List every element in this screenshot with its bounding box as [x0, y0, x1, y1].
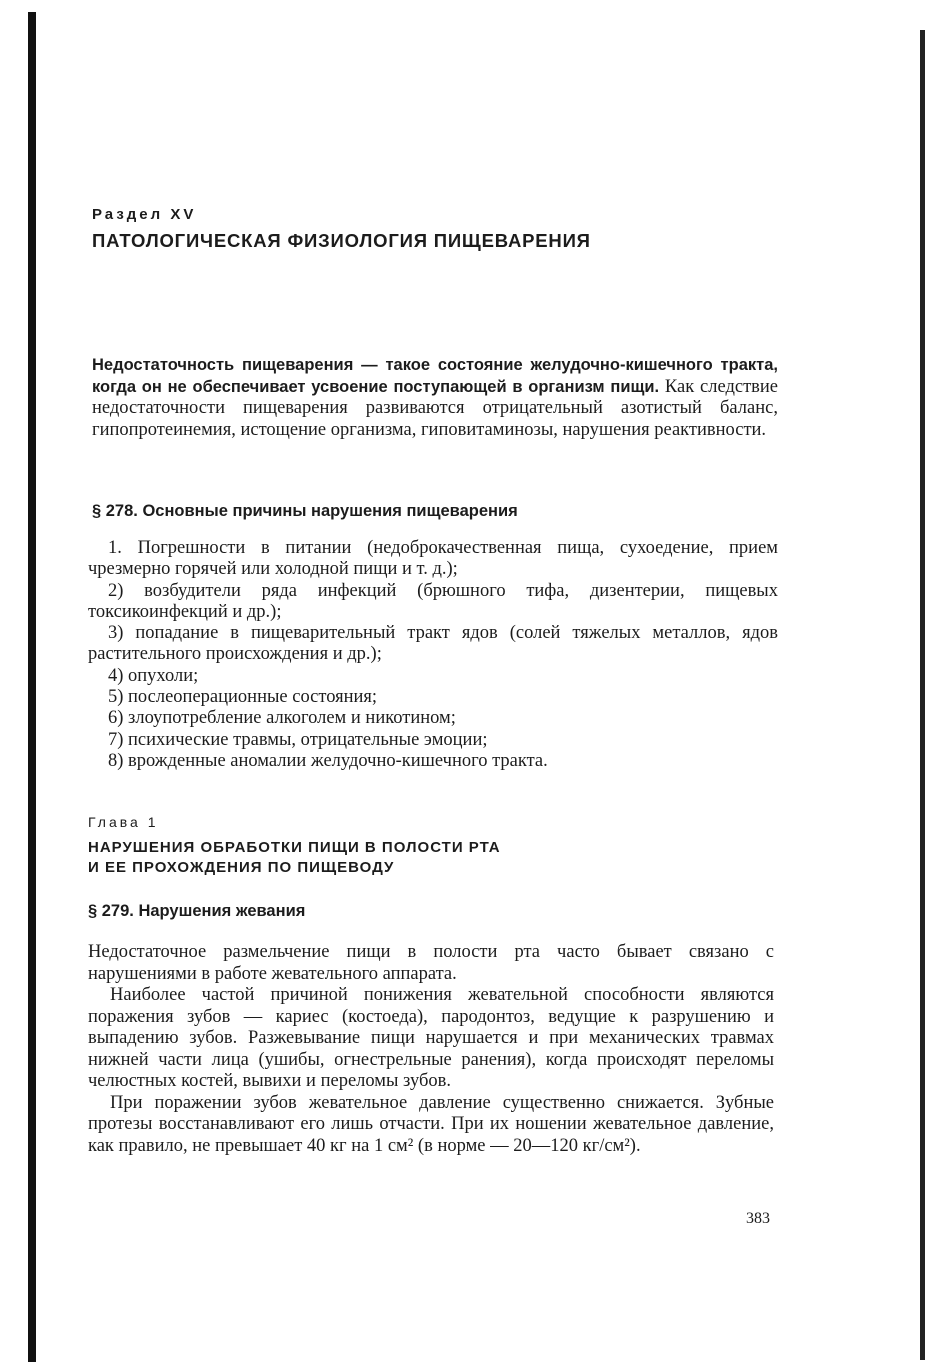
body-paragraph: Наиболее частой причиной понижения жевательной способности являются поражения зубов — кариес (костоеда), пародонтоз, ведущие к разрушению и выпадению зубов. Разжевывание пищи нарушается и при механических травмах нижней части лица (ушибы, огнестрельные ранения), когда происходят переломы челюстных костей, вывихи и переломы зубов.	[88, 985, 774, 1091]
body-paragraph: При поражении зубов жевательное давление существенно снижается. Зубные протезы восстанавливают его лишь отчасти. При их ношении жевательное давление, как правило, не превышает 40 кг на 1 см² (в норме — 20—120 кг/см²).	[88, 1092, 774, 1156]
chapter-title-line: И ЕЕ ПРОХОЖДЕНИЯ ПО ПИЩЕВОДУ	[88, 859, 395, 876]
list-item: 5) послеоперационные состояния;	[108, 687, 378, 708]
intro-lead: Недостаточность пищеварения — такое состояние желудочно-кишечного тракта, когда он не обеспечивает усвоение поступающей в организм пищи.	[92, 356, 778, 396]
list-item: 8) врожденные аномалии желудочно-кишечного тракта.	[108, 750, 548, 771]
paragraph-278-title: § 278. Основные причины нарушения пищеварения	[92, 502, 518, 520]
page-number: 383	[746, 1210, 770, 1227]
section-label: Раздел XV	[92, 206, 197, 223]
list-item: 2) возбудители ряда инфекций (брюшного тифа, дизентерии, пищевых токсикоинфекций и др.);	[88, 580, 778, 622]
section-title: ПАТОЛОГИЧЕСКАЯ ФИЗИОЛОГИЯ ПИЩЕВАРЕНИЯ	[92, 230, 591, 251]
list-item: 4) опухоли;	[108, 665, 199, 686]
list-item: 3) попадание в пищеварительный тракт ядов (солей тяжелых металлов, ядов растительного происхождения и др.);	[88, 623, 778, 665]
paragraph-279-title: § 279. Нарушения жевания	[88, 902, 306, 920]
chapter-label: Глава 1	[88, 814, 159, 830]
list-item: 1. Погрешности в питании (недоброкачественная пища, сухоедение, прием чрезмерно горячей или холодной пищи и т. д.);	[88, 538, 778, 580]
list-item: 6) злоупотребление алкоголем и никотином;	[108, 708, 456, 729]
chapter-title-line: НАРУШЕНИЯ ОБРАБОТКИ ПИЩИ В ПОЛОСТИ РТА	[88, 839, 501, 856]
list-item: 7) психические травмы, отрицательные эмоции;	[108, 729, 488, 750]
body-text	[88, 942, 774, 1157]
scan-right-edge	[920, 30, 925, 1360]
chapter-title	[88, 838, 501, 878]
causes-list	[88, 538, 778, 772]
intro-paragraph	[92, 355, 778, 441]
body-paragraph: Недостаточное размельчение пищи в полости рта часто бывает связано с нарушениями в работе жевательного аппарата.	[88, 942, 774, 984]
scan-left-edge	[28, 12, 36, 1362]
intro-text: Как следствие недостаточности пищеварения развиваются отрицательный азотистый баланс, гипопротеинемия, истощение организма, гиповитаминозы, нарушения реактивности.	[92, 376, 779, 440]
